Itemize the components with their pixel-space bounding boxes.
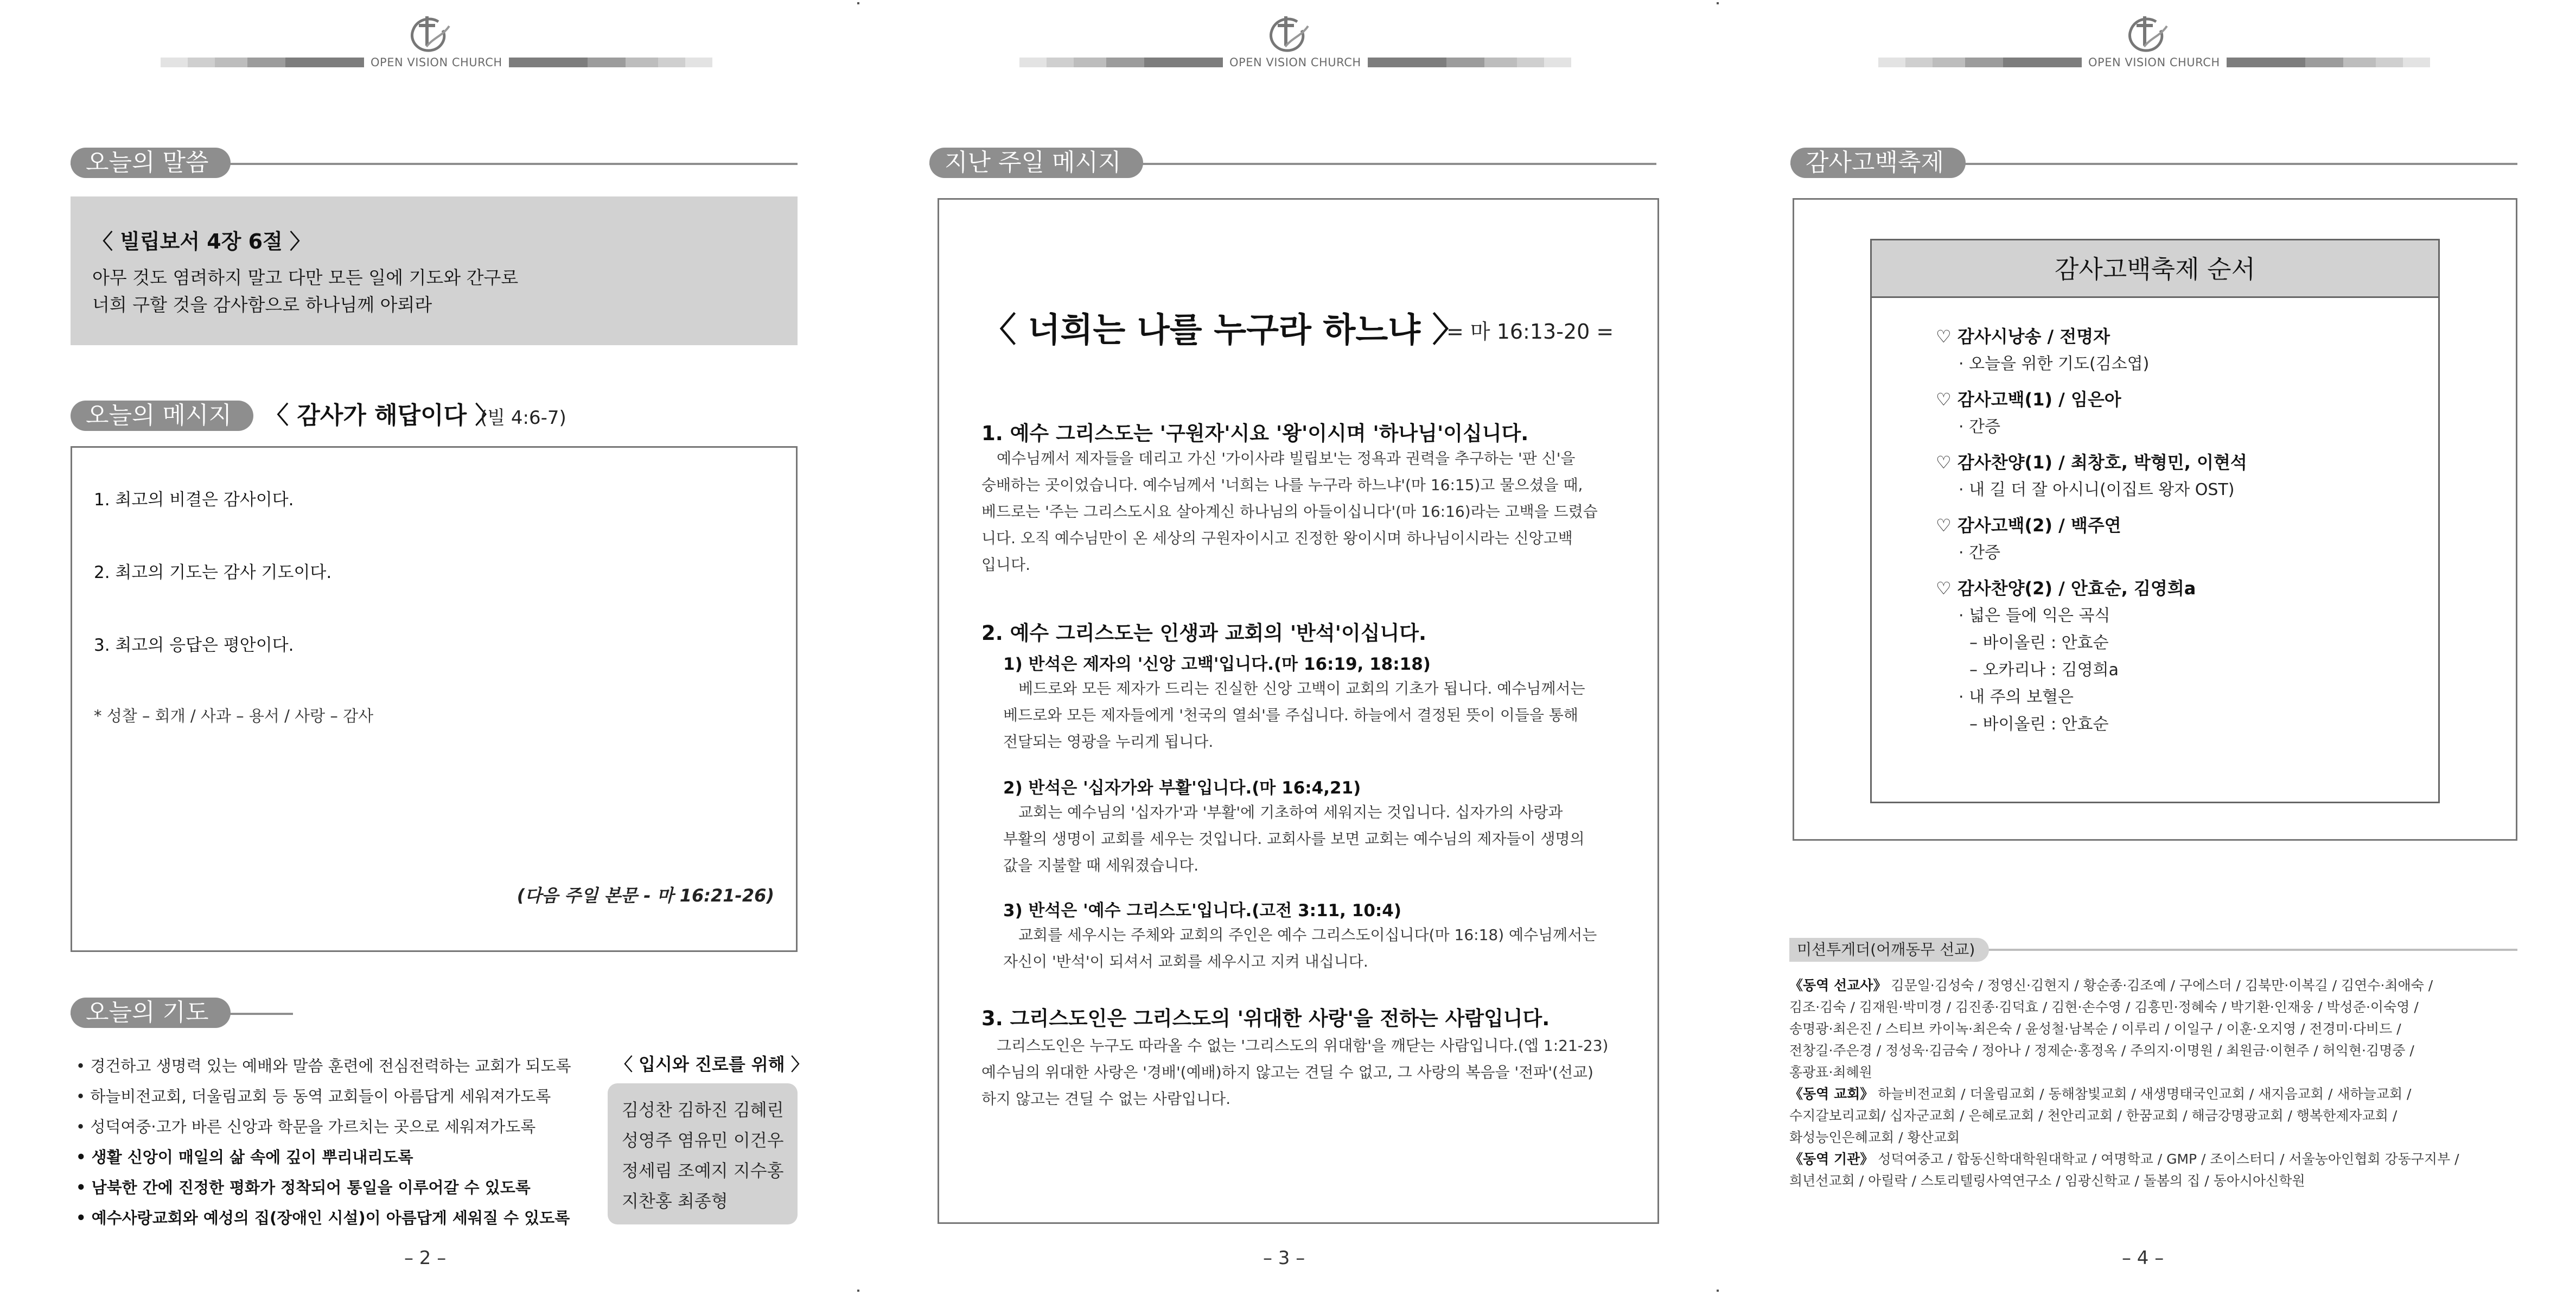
mission-group: 《동역 교회》 하늘비전교회 / 더울림교회 / 동해참빛교회 / 새생명태국인교회 / 새지음교회 / 새하늘교회 /	[1789, 1086, 2412, 1102]
exam-prayer-title: 〈 입시와 진로를 위해 〉	[615, 1054, 808, 1075]
sermon-paragraph: 교회는 예수님의 '십자가'과 '부활'에 기초하여 세워지는 것입니다. 십자가의 사랑과 부활의 생명이 교회를 세우는 것입니다. 교회사를 보면 교회는 예수님의 제자들이 생명의 값을 지불할 때 세워졌습니다.	[1003, 803, 1585, 874]
program-item: ♡ 감사찬양(2) / 안효순, 김영희a	[1936, 578, 2196, 599]
message-point: 3. 최고의 응답은 평안이다.	[94, 636, 294, 655]
program-item: ♡ 감사고백(1) / 임은아	[1936, 389, 2121, 410]
program-sub: – 바이올린 : 안효순	[1969, 633, 2109, 652]
prayer-section-tab: 오늘의 기도	[71, 998, 231, 1028]
church-logo-icon	[405, 14, 454, 59]
prayer-item: • 경건하고 생명력 있는 예배와 말씀 훈련에 전심전력하는 교회가 되도록	[76, 1057, 571, 1075]
bulletin-page-4	[1718, 0, 2576, 1295]
program-title: 감사고백축제 순서	[1872, 240, 2438, 298]
student-names-box	[608, 1083, 798, 1224]
sermon-heading-2: 2. 예수 그리스도는 인생과 교회의 '반석'이십니다.	[981, 621, 1427, 645]
scripture-line: 너희 구할 것을 감사함으로 하나님께 아뢰라	[92, 294, 432, 315]
program-sub: · 간증	[1959, 543, 2001, 562]
word-section-tab: 오늘의 말씀	[71, 148, 231, 178]
message-section-tab: 오늘의 메시지	[71, 401, 253, 431]
program-sub: · 오늘을 위한 기도(김소엽)	[1959, 354, 2150, 373]
sermon-heading-3: 3. 그리스도인은 그리스도의 '위대한 사랑'을 전하는 사람입니다.	[981, 1007, 1550, 1030]
mission-title: 미션투게더(어깨동무 선교)	[1789, 938, 1989, 962]
message-point: 2. 최고의 기도는 감사 기도이다.	[94, 563, 332, 582]
header-band	[1878, 58, 2430, 67]
program-sub: – 오카리나 : 김영희a	[1969, 661, 2119, 680]
program-sub: – 바이올린 : 안효순	[1969, 715, 2109, 734]
prayer-item: • 남북한 간에 진정한 평화가 정착되어 통일을 이루어갈 수 있도록	[76, 1178, 531, 1197]
thanksgiving-outer-box	[1793, 198, 2517, 841]
program-sub: · 넓은 들에 익은 곡식	[1959, 606, 2110, 625]
prayer-item: • 생활 신앙이 매일의 삶 속에 깊이 뿌리내리도록	[76, 1148, 413, 1166]
program-sub: · 내 주의 보혈은	[1959, 688, 2074, 707]
church-logo-icon	[2122, 14, 2171, 59]
student-names: 성영주 염유민 이건우	[622, 1130, 784, 1151]
page-number: – 2 –	[404, 1247, 447, 1269]
prayer-item: • 성덕여중·고가 바른 신앙과 학문을 가르치는 곳으로 세워져가도록	[76, 1118, 536, 1136]
mission-list: 《동역 선교사》 김문일·김성숙 / 정영신·김현지 / 황순종·김조예 / 구에스더 / 김북만·이복길 / 김연수·최애숙 / 김조·김숙 / 김재원·박미경 / 김진종·김덕효 / 김현·손수영 / 김흥민·정혜숙 / 박기환·인재웅 / 박성준·이숙영 / 송명광·최은진 / 스티브 카이녹·최은숙 / 윤성철·남복순 / 이루리 / 이일구 / 이훈·오지영 / 전경미·다비드 / 전창길·주은경 / 정성욱·김금숙 / 정아나 / 정제순·홍정옥 / 주의지·이명원 / 최원금·이현주 / 허익현·김명중 / 홍광표·최혜원 《동역 교회》 하늘비전교회 / 더울림교회 / 동해참빛교회 / 새생명태국인교회 / 새지음교회 / 새하늘교회 / 수지갈보리교회/ 십자군교회 / 은혜로교회 / 천안리교회 / 한꿈교회 / 해금강명광교회 / 행복한제자교회 / 화성능인은혜교회 / 황산교회 《동역 기관》 성덕여중고 / 합동신학대학원대학교 / 여명학교 / GMP / 조이스터디 / 서울농아인협회 강동구지부 / 희년선교회 / 아릴락 / 스토리텔링사역연구소 / 임광신학교 / 돌봄의 집 / 동아시아신학원	[1789, 975, 2527, 1192]
bulletin-page-2	[0, 0, 858, 1295]
message-title: 〈 감사가 해답이다 〉	[265, 402, 499, 429]
today-word-box	[71, 196, 798, 345]
sermon-heading-1: 1. 예수 그리스도는 '구원자'시요 '왕'이시며 '하나님'이십니다.	[981, 422, 1529, 445]
program-sub: · 간증	[1959, 417, 2001, 436]
mission-group: 《동역 기관》 성덕여중고 / 합동신학대학원대학교 / 여명학교 / GMP / 조이스터디 / 서울농아인협회 강동구지부 /	[1789, 1151, 2459, 1167]
sermon-paragraph-1: 예수님께서 제자들을 데리고 가신 '가이사랴 빌립보'는 정욕과 권력을 추구하는 '판 신'을 숭배하는 곳이었습니다. 예수님께서 '너희는 나를 누구라 하느냐'(마 16:15)고 물으셨을 때, 베드로는 '주는 그리스도시요 살아계신 하나님의 아들이십니다'(마 16:16)라는 고백을 드렸습 니다. 오직 예수님만이 온 세상의 구원자이시고 진정한 왕이시며 하나님이시라는 신앙고백 입니다.	[981, 449, 1598, 574]
church-logo-icon	[1264, 14, 1312, 59]
bulletin-page-3	[859, 0, 1717, 1295]
sermon-paragraph: 교회를 세우시는 주체와 교회의 주인은 예수 그리스도이십니다(마 16:18) 예수님께서는 자신이 '반석'이 되셔서 교회를 세우시고 지켜 내십니다.	[1003, 926, 1597, 970]
student-names: 김성찬 김하진 김혜린	[622, 1100, 784, 1120]
church-name: OPEN VISION CHURCH	[2088, 56, 2220, 69]
message-box	[71, 446, 798, 952]
sermon-title: 〈 너희는 나를 누구라 하느냐 〉	[983, 310, 1466, 350]
sermon-paragraph-3: 그리스도인은 누구도 따라올 수 없는 '그리스도의 위대함'을 깨닫는 사람입니다.(엡 1:21-23) 예수님의 위대한 사랑은 '경배'(예배)하지 않고는 견딜 수 없고, 그 사랑의 복음을 '전파'(선교) 하지 않고는 견딜 수 없는 사람입니다.	[981, 1037, 1609, 1108]
prayer-item: • 하늘비전교회, 더울림교회 등 동역 교회들이 아름답게 세워져가도록	[76, 1087, 551, 1106]
message-note: * 성찰 – 회개 / 사과 – 용서 / 사랑 – 감사	[94, 707, 374, 725]
header-band	[1019, 58, 1571, 67]
program-item: ♡ 감사찬양(1) / 최창호, 박형민, 이현석	[1936, 452, 2247, 473]
sermon-paragraph: 베드로와 모든 제자가 드리는 진실한 신앙 고백이 교회의 기초가 됩니다. 예수님께서는 베드로와 모든 제자들에게 '천국의 열쇠'를 주십니다. 하늘에서 결정된 뜻이 이들을 통해 전달되는 영광을 누리게 됩니다.	[1003, 680, 1585, 751]
sermon-summary-box	[938, 198, 1659, 1224]
message-ref: (빌 4:6-7)	[480, 407, 566, 429]
program-item: ♡ 감사고백(2) / 백주연	[1936, 515, 2121, 536]
page-number: – 4 –	[2122, 1247, 2164, 1269]
sermon-subheading: 1) 반석은 제자의 '신앙 고백'입니다.(마 16:19, 18:18)	[1003, 655, 1431, 674]
next-sermon-text: (다음 주일 본문 - 마 16:21-26)	[517, 885, 774, 906]
program-item: ♡ 감사시낭송 / 전명자	[1936, 326, 2110, 347]
church-name: OPEN VISION CHURCH	[1229, 56, 1361, 69]
student-names: 정세림 조예지 지수홍	[622, 1160, 784, 1181]
prayer-item: • 예수사랑교회와 예성의 집(장애인 시설)이 아름답게 세워질 수 있도록	[76, 1209, 570, 1227]
message-point: 1. 최고의 비결은 감사이다.	[94, 490, 294, 510]
sermon-subheading: 3) 반석은 '예수 그리스도'입니다.(고전 3:11, 10:4)	[1003, 901, 1402, 921]
scripture-line: 아무 것도 염려하지 말고 다만 모든 일에 기도와 간구로	[92, 267, 519, 288]
page-number: – 3 –	[1263, 1247, 1305, 1269]
mission-group: 《동역 선교사》 김문일·김성숙 / 정영신·김현지 / 황순종·김조예 / 구에스더 / 김북만·이복길 / 김연수·최애숙 /	[1789, 977, 2433, 993]
church-name: OPEN VISION CHURCH	[371, 56, 502, 69]
sermon-title-ref: = 마 16:13-20 =	[1446, 320, 1614, 344]
header-band	[161, 58, 712, 67]
thanksgiving-section-tab: 감사고백축제	[1790, 148, 1966, 178]
scripture-reference: 〈 빌립보서 4장 6절 〉	[92, 230, 311, 253]
last-sermon-section-tab: 지난 주일 메시지	[929, 148, 1143, 178]
sermon-subheading: 2) 반석은 '십자가와 부활'입니다.(마 16:4,21)	[1003, 778, 1361, 798]
student-names: 지찬홍 최종형	[622, 1191, 728, 1211]
program-box	[1870, 239, 2440, 803]
program-sub: · 내 길 더 잘 아시니(이집트 왕자 OST)	[1959, 480, 2235, 499]
